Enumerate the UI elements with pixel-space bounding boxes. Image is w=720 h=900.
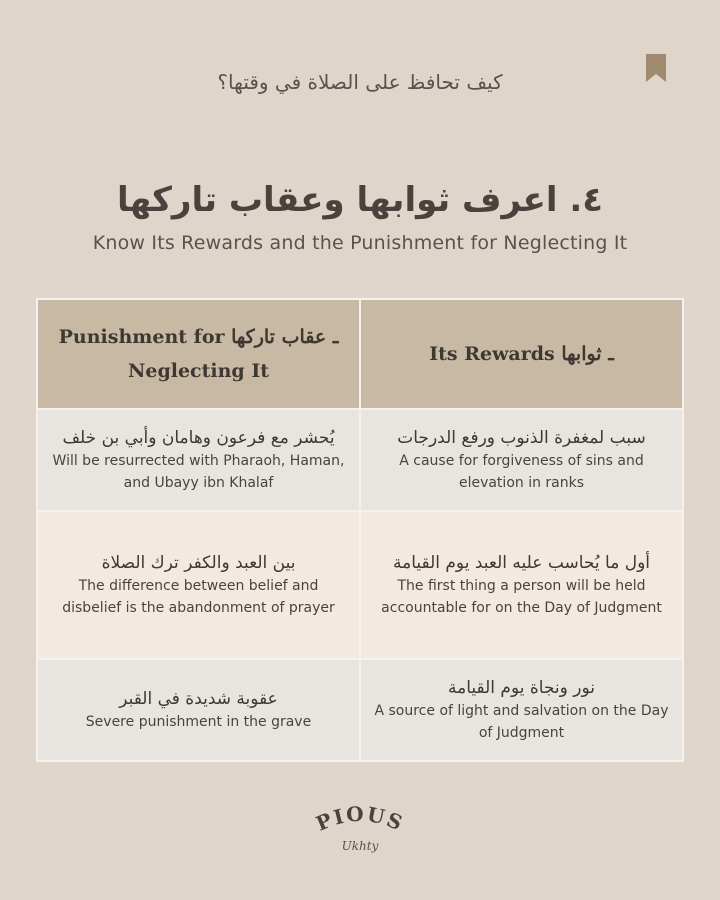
pious-logo	[300, 800, 420, 860]
reward-cell	[360, 659, 683, 761]
punishment-english: Will be resurrected with Pharaoh, Haman, and Ubayy ibn Khalaf	[52, 453, 345, 491]
reward-cell	[360, 511, 683, 659]
page-title-english: Know Its Rewards and the Punishment for Neglecting It	[92, 232, 628, 254]
reward-arabic: أول ما يُحاسب عليه العبد يوم القيامة	[392, 553, 651, 573]
punishment-cell	[37, 511, 360, 659]
punishment-cell	[37, 659, 360, 761]
logo-brand-name: PIOUS	[312, 801, 408, 836]
table-row	[37, 659, 683, 761]
punishment-english: Severe punishment in the grave	[85, 714, 312, 730]
reward-english: A cause for forgiveness of sins and elevation in ranks	[399, 453, 644, 491]
punishment-arabic: بين العبد والكفر ترك الصلاة	[101, 553, 296, 573]
column-header-punishment	[37, 299, 360, 409]
punishment-arabic: عقوبة شديدة في القبر	[119, 689, 278, 709]
svg-text:PIOUS	[312, 802, 407, 836]
logo-subtitle: Ukhty	[341, 839, 379, 853]
reward-english: A source of light and salvation on the Day of Judgment	[374, 703, 669, 741]
reward-english: The first thing a person will be held accountable for on the Day of Judgment	[381, 578, 662, 616]
reward-arabic: سبب لمغفرة الذنوب ورفع الدرجات	[397, 428, 646, 448]
reward-arabic: نور ونجاة يوم القيامة	[447, 678, 595, 698]
column-header-rewards	[360, 299, 683, 409]
reward-cell	[360, 409, 683, 511]
rewards-header-text: Its Rewards ـ ثوابها	[429, 343, 614, 365]
page-title-arabic: ٤. اعرف ثوابها وعقاب تاركها	[116, 180, 604, 220]
punishment-english: The difference between belief and disbelief is the abandonment of prayer	[62, 578, 335, 616]
punishment-arabic: يُحشر مع فرعون وهامان وأبي بن خلف	[62, 428, 335, 448]
subtitle-arabic: كيف تحافظ على الصلاة في وقتها؟	[217, 70, 503, 94]
rewards-punishment-table	[36, 298, 684, 762]
table-row	[37, 409, 683, 511]
punishment-cell	[37, 409, 360, 511]
table-row	[37, 511, 683, 659]
punishment-header-text: Punishment for ـ عقاب تاركها Neglecting It	[58, 326, 339, 382]
